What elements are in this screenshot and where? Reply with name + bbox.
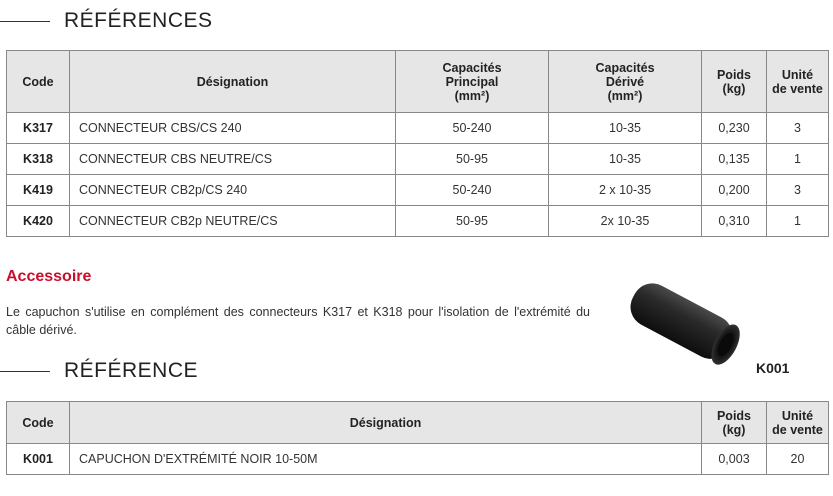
heading-rule: [0, 21, 50, 22]
cell-code: K001: [7, 444, 70, 475]
cell-poids: 0,135: [702, 144, 767, 175]
cell-designation: CAPUCHON D'EXTRÉMITÉ NOIR 10-50M: [70, 444, 702, 475]
table-row: [7, 113, 829, 144]
cell-code: K318: [7, 144, 70, 175]
header-unite: Unité de vente: [767, 402, 829, 444]
cell-poids: 0,003: [702, 444, 767, 475]
cell-poids: 0,200: [702, 175, 767, 206]
cell-derive: 2x 10-35: [549, 206, 702, 237]
cell-derive: 2 x 10-35: [549, 175, 702, 206]
cell-principal: 50-240: [396, 113, 549, 144]
reference-heading: [0, 359, 198, 383]
header-code: Code: [7, 402, 70, 444]
header-designation: Désignation: [70, 402, 702, 444]
header-cap-principal: Capacités Principal (mm²): [396, 51, 549, 113]
table-row: [7, 206, 829, 237]
cell-principal: 50-95: [396, 144, 549, 175]
cell-designation: CONNECTEUR CB2p/CS 240: [70, 175, 396, 206]
product-image-code: K001: [756, 360, 790, 376]
header-designation: Désignation: [70, 51, 396, 113]
table-row: [7, 175, 829, 206]
accessoire-title: Accessoire: [6, 268, 92, 285]
references-title: RÉFÉRENCES: [64, 9, 213, 32]
cell-poids: 0,310: [702, 206, 767, 237]
end-cap-product-image: [615, 268, 755, 378]
cell-designation: CONNECTEUR CBS/CS 240: [70, 113, 396, 144]
cell-principal: 50-95: [396, 206, 549, 237]
accessoire-description: Le capuchon s'utilise en complément des connecteurs K317 et K318 pour l'isolation de l'extrémité du câble dérivé.: [6, 305, 590, 337]
table-row: [7, 444, 829, 475]
header-poids: Poids (kg): [702, 51, 767, 113]
cell-unite: 1: [767, 206, 829, 237]
table-row: [7, 144, 829, 175]
header-unite: Unité de vente: [767, 51, 829, 113]
cell-poids: 0,230: [702, 113, 767, 144]
cell-designation: CONNECTEUR CBS NEUTRE/CS: [70, 144, 396, 175]
reference-table: [6, 401, 829, 475]
cell-unite: 20: [767, 444, 829, 475]
header-cap-derive: Capacités Dérivé (mm²): [549, 51, 702, 113]
references-table: [6, 50, 829, 237]
cell-designation: CONNECTEUR CB2p NEUTRE/CS: [70, 206, 396, 237]
reference-header-row: [7, 402, 829, 444]
header-poids: Poids (kg): [702, 402, 767, 444]
cell-unite: 1: [767, 144, 829, 175]
heading-rule: [0, 371, 50, 372]
reference-title: RÉFÉRENCE: [64, 359, 199, 382]
cell-code: K317: [7, 113, 70, 144]
cell-code: K419: [7, 175, 70, 206]
cell-code: K420: [7, 206, 70, 237]
header-code: Code: [7, 51, 70, 113]
references-header-row: [7, 51, 829, 113]
cell-unite: 3: [767, 175, 829, 206]
cell-unite: 3: [767, 113, 829, 144]
cell-derive: 10-35: [549, 144, 702, 175]
cell-principal: 50-240: [396, 175, 549, 206]
cell-derive: 10-35: [549, 113, 702, 144]
references-heading: [0, 9, 213, 33]
